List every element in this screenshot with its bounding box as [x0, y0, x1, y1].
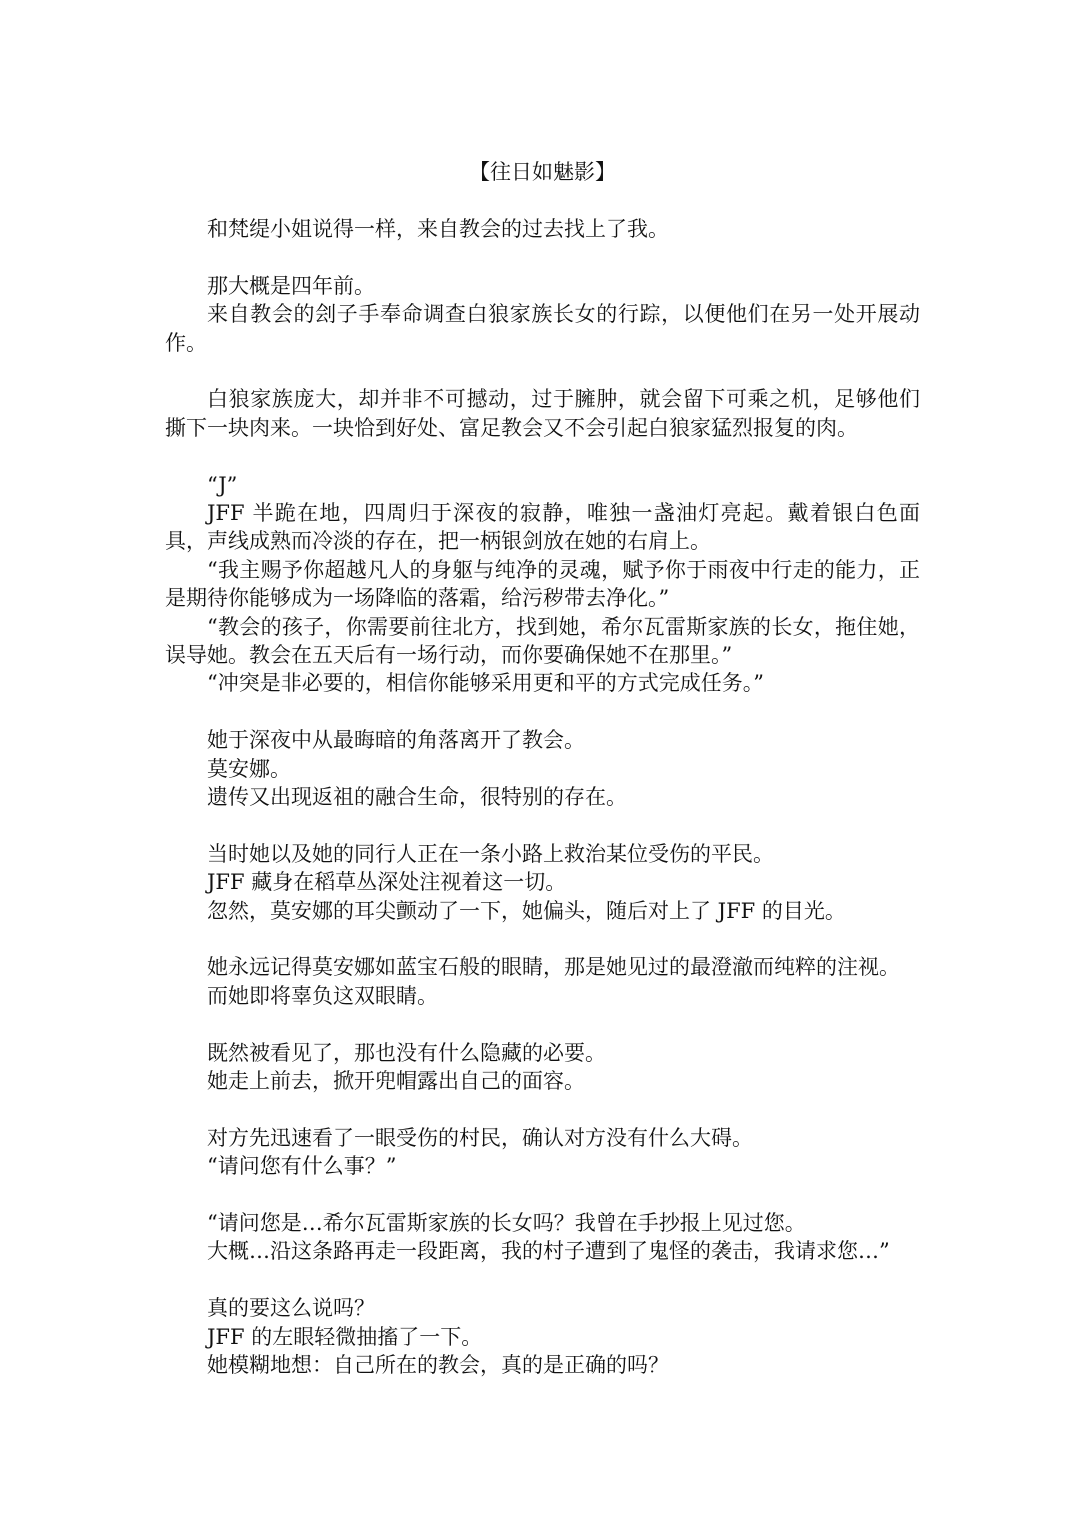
- paragraph: 那大概是四年前。: [207, 273, 375, 298]
- paragraph: 白狼家族庞大，却并非不可撼动，过于臃肿，就会留下可乘之机，足够他们撕下一块肉来。一块恰到好处、富足教会又不会引起白狼家猛烈报复的肉。: [165, 387, 920, 440]
- paragraph: 大概…沿这条路再走一段距离，我的村子遭到了鬼怪的袭击，我请求您…”: [207, 1239, 890, 1264]
- paragraph: 和梵缇小姐说得一样，来自教会的过去找上了我。: [207, 217, 669, 241]
- paragraph: “请问您有什么事？”: [207, 1154, 397, 1179]
- paragraph: JFF 的左眼轻微抽搐了一下。: [207, 1324, 483, 1349]
- paragraph: “教会的孩子，你需要前往北方，找到她，希尔瓦雷斯家族的长女，拖住她，误导她。教会在五天后有一场行动，而你要确保她不在那里。”: [165, 614, 920, 668]
- paragraph: “请问您是…希尔瓦雷斯家族的长女吗？我曾在手抄报上见过您。: [207, 1211, 806, 1236]
- paragraph-list: [165, 215, 920, 1380]
- paragraph: “冲突是非必要的，相信你能够采用更和平的方式完成任务。”: [207, 671, 764, 696]
- document-body: [165, 158, 920, 1380]
- paragraph: 而她即将辜负这双眼睛。: [207, 983, 438, 1008]
- paragraph-gap: [165, 925, 920, 953]
- paragraph: JFF 藏身在稻草丛深处注视着这一切。: [207, 870, 567, 895]
- chapter-title: 【往日如魅影】: [469, 160, 616, 184]
- paragraph-gap: [165, 1266, 920, 1294]
- paragraph-gap: [165, 811, 920, 839]
- paragraph: 她走上前去，掀开兜帽露出自己的面容。: [207, 1069, 585, 1094]
- paragraph-gap: [165, 698, 920, 726]
- paragraph: “我主赐予你超越凡人的身躯与纯净的灵魂，赋予你于雨夜中行走的能力，正是期待你能够成为一场降临的落霜，给污秽带去净化。”: [165, 557, 920, 611]
- paragraph: JFF 半跪在地，四周归于深夜的寂静，唯独一盏油灯亮起。戴着银白色面具，声线成熟而冷淡的存在，把一柄银剑放在她的右肩上。: [165, 501, 920, 554]
- paragraph-gap: [165, 442, 920, 470]
- paragraph-gap: [165, 243, 920, 271]
- paragraph-gap: [165, 1181, 920, 1209]
- paragraph: 真的要这么说吗？: [207, 1296, 375, 1321]
- paragraph: 她永远记得莫安娜如蓝宝石般的眼睛，那是她见过的最澄澈而纯粹的注视。: [207, 955, 900, 980]
- paragraph: 当时她以及她的同行人正在一条小路上救治某位受伤的平民。: [207, 841, 774, 866]
- paragraph: 来自教会的刽子手奉命调查白狼家族长女的行踪，以便他们在另一处开展动作。: [165, 302, 920, 355]
- paragraph: 对方先迅速看了一眼受伤的村民，确认对方没有什么大碍。: [207, 1125, 753, 1150]
- paragraph: 遗传又出现返祖的融合生命，很特别的存在。: [207, 785, 627, 810]
- paragraph-gap: [165, 357, 920, 385]
- paragraph: 莫安娜。: [207, 756, 291, 781]
- paragraph-gap: [165, 1010, 920, 1038]
- paragraph: 忽然，莫安娜的耳尖颤动了一下，她偏头，随后对上了 JFF 的目光。: [207, 898, 846, 923]
- paragraph-gap: [165, 1095, 920, 1123]
- paragraph: 既然被看见了，那也没有什么隐藏的必要。: [207, 1040, 606, 1065]
- paragraph: 她于深夜中从最晦暗的角落离开了教会。: [207, 728, 585, 753]
- paragraph: “J”: [207, 472, 238, 497]
- paragraph: 她模糊地想：自己所在的教会，真的是正确的吗？: [207, 1353, 669, 1378]
